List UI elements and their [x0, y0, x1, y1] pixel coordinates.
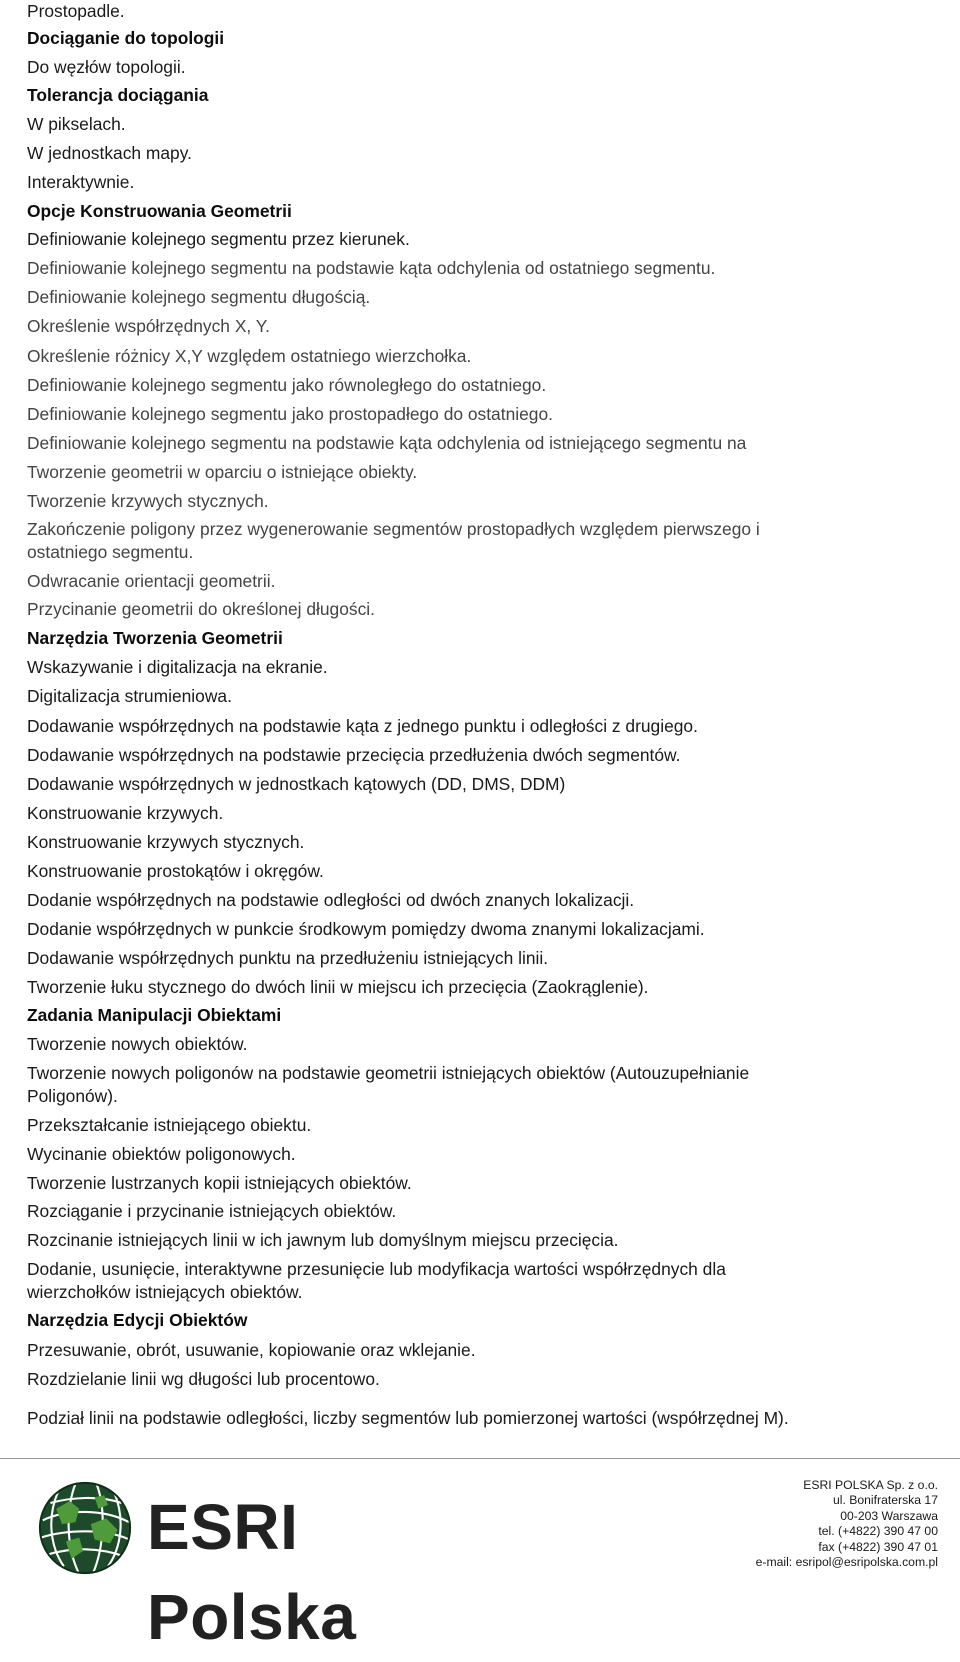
- text-line: Poligonów).: [27, 1086, 118, 1106]
- text-line: Definiowanie kolejnego segmentu na podstawie kąta odchylenia od istniejącego segmentu na: [27, 433, 747, 453]
- text-line: Dodanie współrzędnych na podstawie odległości od dwóch znanych lokalizacji.: [27, 890, 635, 910]
- company-street: ul. Bonifraterska 17: [832, 1493, 938, 1508]
- text-line: Rozdzielanie linii wg długości lub procentowo.: [27, 1369, 380, 1389]
- company-email: e-mail: esripol@esripolska.com.pl: [755, 1555, 938, 1570]
- section-heading: Narzędzia Edycji Obiektów: [27, 1310, 248, 1330]
- text-line: Przycinanie geometrii do określonej długości.: [27, 599, 375, 619]
- text-line: W pikselach.: [27, 114, 126, 134]
- text-line: Tworzenie geometrii w oparciu o istniejące obiekty.: [27, 462, 418, 482]
- text-line: Definiowanie kolejnego segmentu jako prostopadłego do ostatniego.: [27, 404, 553, 424]
- esri-polska-logo: [37, 1476, 507, 1653]
- text-line: Tworzenie nowych obiektów.: [27, 1034, 248, 1054]
- text-line: W jednostkach mapy.: [27, 143, 192, 163]
- text-line: Wskazywanie i digitalizacja na ekranie.: [27, 657, 328, 677]
- globe-icon: [37, 1480, 133, 1576]
- text-line: Definiowanie kolejnego segmentu jako równoległego do ostatniego.: [27, 375, 547, 395]
- text-line: Konstruowanie prostokątów i okręgów.: [27, 861, 324, 881]
- section-heading: Tolerancja dociągania: [27, 85, 209, 105]
- text-line: ostatniego segmentu.: [27, 542, 194, 562]
- section-heading: Opcje Konstruowania Geometrii: [27, 201, 292, 221]
- text-line: Określenie współrzędnych X, Y.: [27, 316, 270, 336]
- text-line: Definiowanie kolejnego segmentu długością.: [27, 287, 371, 307]
- footer-divider: [0, 1458, 960, 1459]
- text-line: Wycinanie obiektów poligonowych.: [27, 1144, 296, 1164]
- section-heading: Dociąganie do topologii: [27, 28, 225, 48]
- section-heading: Zadania Manipulacji Obiektami: [27, 1005, 282, 1025]
- text-line: Dodawanie współrzędnych na podstawie przecięcia przedłużenia dwóch segmentów.: [27, 745, 681, 765]
- company-address: [756, 1478, 938, 1570]
- text-line: Do węzłów topologii.: [27, 57, 186, 77]
- text-line: Rozciąganie i przycinanie istniejących obiektów.: [27, 1201, 397, 1221]
- text-line: Zakończenie poligony przez wygenerowanie segmentów prostopadłych względem pierwszego i: [27, 519, 760, 539]
- text-line: Odwracanie orientacji geometrii.: [27, 571, 276, 591]
- text-line: Przekształcanie istniejącego obiektu.: [27, 1115, 312, 1135]
- company-city: 00-203 Warszawa: [840, 1508, 938, 1523]
- text-line: Definiowanie kolejnego segmentu przez kierunek.: [27, 229, 410, 249]
- text-line: Konstruowanie krzywych stycznych.: [27, 832, 305, 852]
- text-line: wierzchołków istniejących obiektów.: [27, 1282, 303, 1302]
- company-name: ESRI POLSKA Sp. z o.o.: [803, 1478, 938, 1492]
- text-line: Określenie różnicy X,Y względem ostatniego wierzchołka.: [27, 346, 472, 366]
- company-phone: tel. (+4822) 390 47 00: [818, 1524, 938, 1539]
- logo-wordmark: ESRI Polska: [147, 1491, 357, 1653]
- text-line: Konstruowanie krzywych.: [27, 803, 224, 823]
- section-heading: Narzędzia Tworzenia Geometrii: [27, 628, 283, 648]
- text-line: Dodawanie współrzędnych na podstawie kąta z jednego punktu i odległości z drugiego.: [27, 716, 698, 736]
- text-line: Tworzenie lustrzanych kopii istniejących obiektów.: [27, 1173, 412, 1193]
- text-line: Tworzenie krzywych stycznych.: [27, 491, 269, 511]
- text-line: Rozcinanie istniejących linii w ich jawnym lub domyślnym miejscu przecięcia.: [27, 1230, 619, 1250]
- text-line: Przesuwanie, obrót, usuwanie, kopiowanie oraz wklejanie.: [27, 1340, 476, 1360]
- text-line: Tworzenie łuku stycznego do dwóch linii w miejscu ich przecięcia (Zaokrąglenie).: [27, 977, 649, 997]
- text-line: Dodanie współrzędnych w punkcie środkowym pomiędzy dwoma znanymi lokalizacjami.: [27, 919, 705, 939]
- text-line: Podział linii na podstawie odległości, liczby segmentów lub pomierzonej wartości (współrzędnej M).: [27, 1408, 789, 1428]
- text-line: Interaktywnie.: [27, 172, 135, 192]
- text-line: Prostopadle.: [27, 1, 125, 21]
- text-line: Definiowanie kolejnego segmentu na podstawie kąta odchylenia od ostatniego segmentu.: [27, 258, 716, 278]
- company-fax: fax (+4822) 390 47 01: [818, 1539, 938, 1554]
- text-line: Dodawanie współrzędnych w jednostkach kątowych (DD, DMS, DDM): [27, 774, 566, 794]
- text-line: Dodawanie współrzędnych punktu na przedłużeniu istniejących linii.: [27, 948, 549, 968]
- text-line: Tworzenie nowych poligonów na podstawie geometrii istniejących obiektów (Autouzupełnianie: [27, 1063, 750, 1083]
- text-line: Dodanie, usunięcie, interaktywne przesunięcie lub modyfikacja wartości współrzędnych dla: [27, 1259, 726, 1279]
- text-line: Digitalizacja strumieniowa.: [27, 686, 232, 706]
